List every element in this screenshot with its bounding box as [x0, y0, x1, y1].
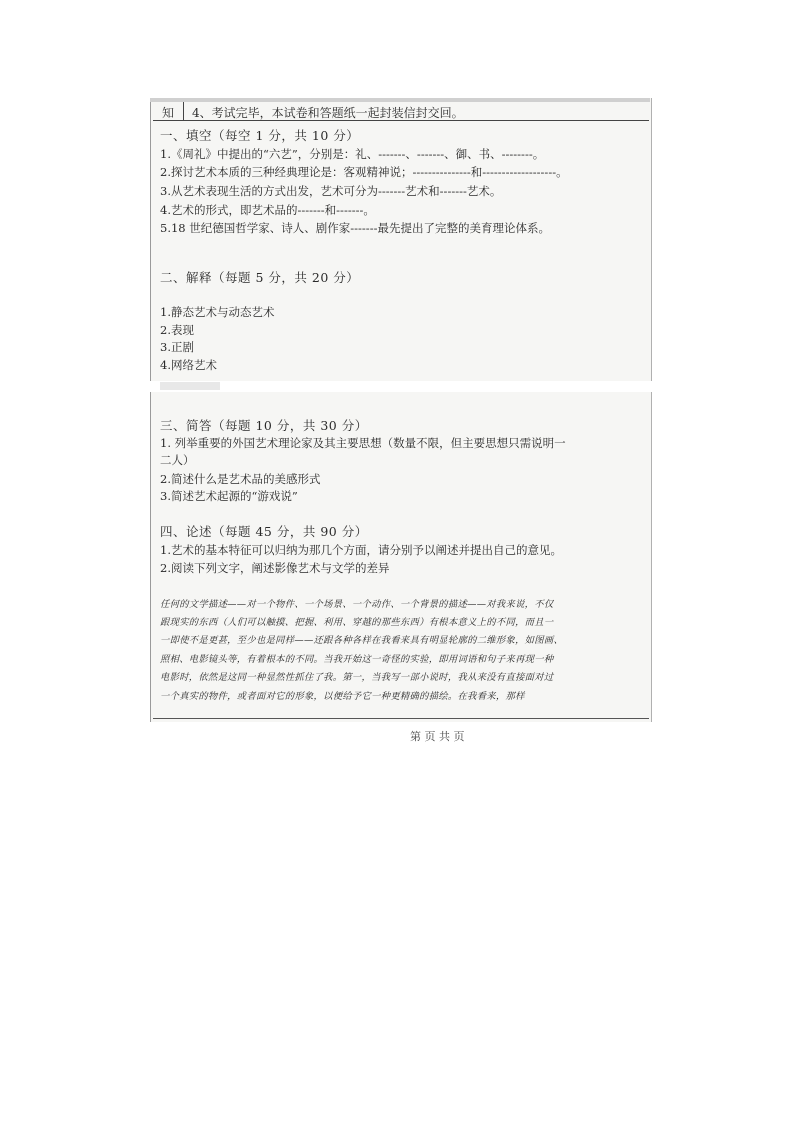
short-answer-item-1-cont: 二人）: [160, 453, 195, 467]
fill-blank-item-4: 4.艺术的形式，即艺术品的-------和-------。: [160, 203, 375, 217]
fill-blank-item-5: 5.18 世纪德国哲学家、诗人、剧作家-------最先提出了完整的美育理论体系。: [160, 221, 550, 235]
section-1-title: 一、填空（每空 1 分，共 10 分）: [160, 128, 360, 143]
passage-line-6: 一个真实的物件，或者面对它的形象，以便给予它一种更精确的描绘。在我看来，那样: [160, 691, 525, 702]
header-label: 知: [162, 106, 175, 120]
cropped-header-strip: [150, 98, 650, 102]
fill-blank-item-2: 2.探讨艺术本质的三种经典理论是：客观精神说；---------------和-------------------。: [160, 165, 568, 179]
passage-line-5: 电影时，依然是这同一种显然性抓住了我。第一，当我写一部小说时，我从来没有直接面对过: [160, 672, 554, 683]
header-divider: [153, 120, 649, 121]
section-4-title: 四、论述（每题 45 分，共 90 分）: [160, 524, 368, 539]
essay-item-2: 2.阅读下列文字，阐述影像艺术与文学的差异: [160, 561, 390, 575]
passage-line-4: 照相、电影镜头等，有着根本的不同。当我开始这一奇怪的实验，即用词语和句子来再现一种: [160, 654, 554, 665]
exam-notice: 4、考试完毕，本试卷和答题纸一起封装信封交回。: [192, 106, 464, 120]
section-2-title: 二、解释（每题 5 分，共 20 分）: [160, 270, 360, 285]
section-3-title: 三、简答（每题 10 分，共 30 分）: [160, 418, 368, 433]
short-answer-item-2: 2.简述什么是艺术品的美感形式: [160, 472, 321, 486]
passage-line-2: 跟现实的东西（人们可以触摸、把握、利用、穿越的那些东西）有根本意义上的不同，而且一: [160, 617, 554, 628]
short-answer-item-3: 3.简述艺术起源的“游戏说”: [160, 489, 298, 503]
explain-item-4: 4.网络艺术: [160, 358, 217, 372]
page-footer: 第 页 共 页: [410, 730, 465, 743]
explain-item-3: 3.正剧: [160, 340, 194, 354]
explain-item-1: 1.静态艺术与动态艺术: [160, 305, 275, 319]
scan-smudge: [160, 382, 220, 390]
short-answer-item-1: 1. 列举重要的外国艺术理论家及其主要思想（数量不限，但主要思想只需说明一: [160, 436, 566, 450]
bottom-border: [153, 718, 649, 719]
fill-blank-item-1: 1.《周礼》中提出的“六艺”，分别是：礼、-------、-------、御、书、--------。: [160, 147, 545, 161]
passage-line-1: 任何的文学描述——对一个物件、一个场景、一个动作、一个背景的描述——对我来说，不仅: [160, 599, 554, 610]
passage-line-3: 一即使不是更甚，至少也是同样——还跟各种各样在我看来具有明显轮廓的二维形象，如图画、: [160, 635, 564, 646]
essay-item-1: 1.艺术的基本特征可以归纳为那几个方面，请分别予以阐述并提出自己的意见。: [160, 543, 562, 557]
fill-blank-item-3: 3.从艺术表现生活的方式出发，艺术可分为-------艺术和-------艺术。: [160, 184, 502, 198]
explain-item-2: 2.表现: [160, 323, 194, 337]
